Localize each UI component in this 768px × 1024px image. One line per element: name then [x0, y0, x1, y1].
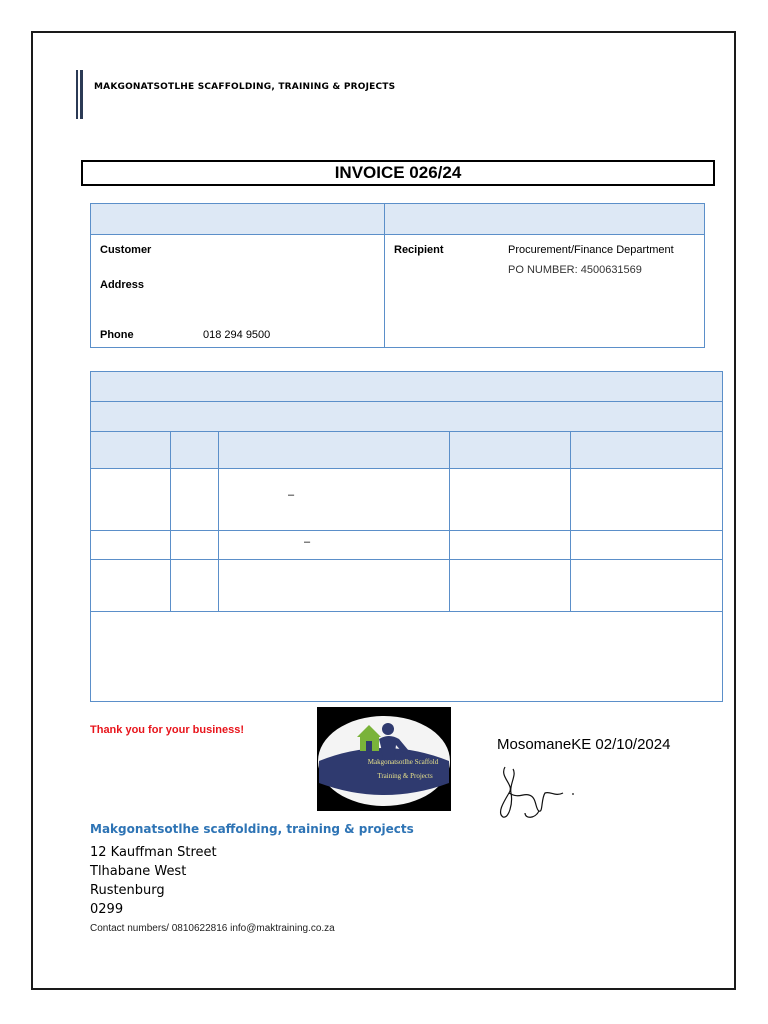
- items-row-line-2: [91, 431, 722, 432]
- item-row1-dash: –: [288, 489, 295, 501]
- items-row-line-6: [91, 611, 722, 612]
- customer-table: [90, 203, 705, 348]
- items-col-line-3: [449, 431, 450, 611]
- items-col-line-4: [570, 431, 571, 611]
- header-accent-bar-right: [80, 70, 83, 119]
- address-label: Address: [100, 279, 145, 291]
- handwritten-signature: [495, 763, 585, 821]
- phone-label: Phone: [100, 329, 134, 341]
- phone-value: 018 294 9500: [203, 329, 271, 341]
- footer-company-name: Makgonatsotlhe scaffolding, training & projects: [90, 822, 414, 836]
- items-row-line-3: [91, 468, 722, 469]
- thank-you-note: Thank you for your business!: [90, 724, 245, 736]
- logo-text-line1: Makgonatsotlhe Scaffold: [367, 758, 439, 766]
- items-row-line-4: [91, 530, 722, 531]
- logo-text-line2: Training & Projects: [377, 772, 433, 780]
- items-table: [90, 371, 723, 702]
- signed-by-date: MosomaneKE 02/10/2024: [497, 736, 671, 753]
- company-logo: [317, 707, 451, 811]
- header-accent-bar-left: [76, 70, 78, 119]
- invoice-title: INVOICE 026/24: [81, 160, 715, 186]
- item-row2-dash: –: [304, 536, 311, 548]
- address-line-postal-code: 0299: [90, 902, 124, 917]
- company-header-name: MAKGONATSOTLHE SCAFFOLDING, TRAINING & PROJECTS: [94, 82, 396, 92]
- customer-label: Customer: [100, 244, 152, 256]
- items-table-header-band: [91, 372, 722, 468]
- items-row-line-1: [91, 401, 722, 402]
- items-col-line-2: [218, 431, 219, 611]
- logo-graphic: [317, 707, 451, 811]
- address-line-suburb: Tlhabane West: [90, 864, 187, 879]
- address-line-city: Rustenburg: [90, 883, 165, 898]
- customer-table-vdivider: [384, 204, 385, 347]
- address-line-street: 12 Kauffman Street: [90, 845, 217, 860]
- po-number: PO NUMBER: 4500631569: [508, 264, 642, 276]
- recipient-label: Recipient: [394, 244, 444, 256]
- items-row-line-5: [91, 559, 722, 560]
- customer-table-divider: [91, 234, 704, 235]
- customer-table-header: [91, 204, 704, 234]
- items-col-line-1: [170, 431, 171, 611]
- recipient-value: Procurement/Finance Department: [508, 244, 674, 256]
- contact-details: Contact numbers/ 0810622816 info@maktraining.co.za: [90, 923, 335, 934]
